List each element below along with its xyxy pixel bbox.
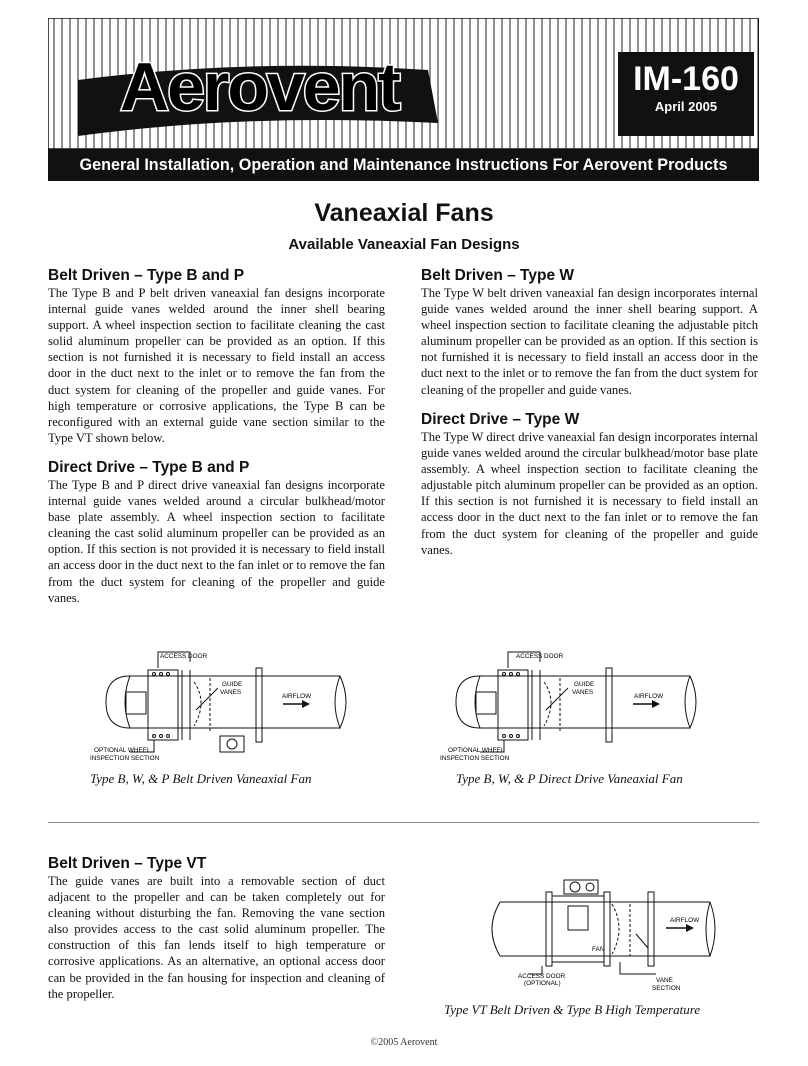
belt-driven-fan-diagram bbox=[90, 648, 350, 768]
label-guide: GUIDE bbox=[574, 681, 595, 688]
section-body: The Type B and P direct drive vaneaxial fan designs incorporate internal guide vanes welded around a circular bulkhead/motor base plate assembly. A wheel inspection section to facilitate cleaning the cast solid aluminum propeller can be provided as an option. If this section is not provided it is necessary to field install an access door in the duct next to the fan inlet or to remove the fan from the duct system for cleaning of the propeller and guide vanes. bbox=[48, 478, 385, 605]
section-heading: Direct Drive – Type W bbox=[421, 411, 580, 428]
section-divider bbox=[48, 822, 759, 823]
aerovent-logo: Aerovent bbox=[120, 49, 399, 125]
label-access-door: ACCESS DOOR bbox=[160, 653, 208, 660]
label-guide: GUIDE bbox=[222, 681, 243, 688]
caption-vt: Type VT Belt Driven & Type B High Temperature bbox=[444, 1002, 701, 1017]
section-direct-bp bbox=[48, 458, 385, 606]
section-body: The Type B and P belt driven vaneaxial fan designs incorporate internal guide vanes welded around the inner shell bearing support. A wheel inspection section to facilitate cleaning the cast solid aluminum propeller can be provided as an option. If this section is not furnished it is necessary to field install an access door in the duct next to the inlet or to remove the fan from the duct system for cleaning of the propeller and guide vanes. For high temperature or corrosive applications, the Type B can be reconfigured with an external guide vane section similar to the Type VT shown below. bbox=[48, 286, 385, 445]
section-heading: Belt Driven – Type W bbox=[421, 267, 575, 284]
section-belt-w bbox=[421, 266, 758, 398]
label-access-optional: (OPTIONAL) bbox=[524, 980, 561, 987]
label-inspection-section: INSPECTION SECTION bbox=[90, 755, 160, 762]
label-access-door: ACCESS DOOR bbox=[516, 653, 564, 660]
page-title: Vaneaxial Fans bbox=[314, 199, 494, 227]
caption-direct-drive: Type B, W, & P Direct Drive Vaneaxial Fan bbox=[456, 771, 683, 786]
label-inspection-section: INSPECTION SECTION bbox=[440, 755, 510, 762]
header-banner bbox=[48, 18, 759, 181]
section-heading: Belt Driven – Type VT bbox=[48, 855, 207, 872]
label-airflow: AIRFLOW bbox=[670, 917, 700, 924]
section-belt-vt bbox=[48, 854, 385, 1002]
label-airflow: AIRFLOW bbox=[634, 693, 664, 700]
section-body: The guide vanes are built into a removable section of duct adjacent to the propeller and can be taken completely out for cleaning without disturbing the fan. Removing the vane section also provides access to the cast solid aluminum propeller. The construction of this fan lends itself to high temperature or corrosive applications. As an alternative, an optional access door can be provided in the fan housing for inspection and cleaning of the propeller. bbox=[48, 874, 385, 1001]
label-vane: VANE bbox=[656, 977, 673, 984]
doc-code-box bbox=[618, 52, 754, 136]
copyright-footer: ©2005 Aerovent bbox=[370, 1037, 438, 1048]
section-belt-bp bbox=[48, 266, 385, 446]
label-airflow: AIRFLOW bbox=[282, 693, 312, 700]
doc-code: IM-160 bbox=[633, 60, 739, 98]
label-fan: FAN bbox=[592, 946, 605, 953]
direct-drive-fan-diagram bbox=[440, 648, 700, 768]
label-vanes: VANES bbox=[572, 689, 594, 696]
section-heading: Belt Driven – Type B and P bbox=[48, 267, 245, 284]
page-subtitle: Available Vaneaxial Fan Designs bbox=[288, 236, 520, 253]
vt-fan-diagram bbox=[480, 874, 720, 996]
label-access-door: ACCESS DOOR bbox=[518, 973, 566, 980]
caption-belt-driven: Type B, W, & P Belt Driven Vaneaxial Fan bbox=[90, 771, 312, 786]
label-optional-wheel: OPTIONAL WHEEL bbox=[94, 747, 151, 754]
label-vanes: VANES bbox=[220, 689, 242, 696]
section-body: The Type W direct drive vaneaxial fan design incorporates internal guide vanes welded around the circular bulkhead/motor base plate assembly. A wheel inspection section to facilitate cleaning the adjustable pitch aluminum propeller can be provided as an option. If this section is not furnished it is necessary to field install an access door in the duct next to the fan inlet or to remove the fan from the duct system for cleaning of the propeller and guide vanes. bbox=[421, 430, 758, 557]
label-vane-section: SECTION bbox=[652, 985, 681, 992]
banner-strip: General Installation, Operation and Maintenance Instructions For Aerovent Products bbox=[48, 149, 759, 181]
doc-date: April 2005 bbox=[654, 99, 718, 114]
label-optional-wheel: OPTIONAL WHEEL bbox=[448, 747, 505, 754]
section-heading: Direct Drive – Type B and P bbox=[48, 459, 250, 476]
section-body: The Type W belt driven vaneaxial fan design incorporates internal guide vanes welded around the inner shell bearing support. A wheel inspection section to facilitate cleaning the adjustable pitch aluminum propeller can be provided as an option. If this section is not furnished it is necessary to field install an access door in the duct next to the inlet or to remove the fan from the duct system for cleaning of the propeller and guide vanes. bbox=[421, 286, 758, 397]
section-direct-w bbox=[421, 410, 758, 558]
